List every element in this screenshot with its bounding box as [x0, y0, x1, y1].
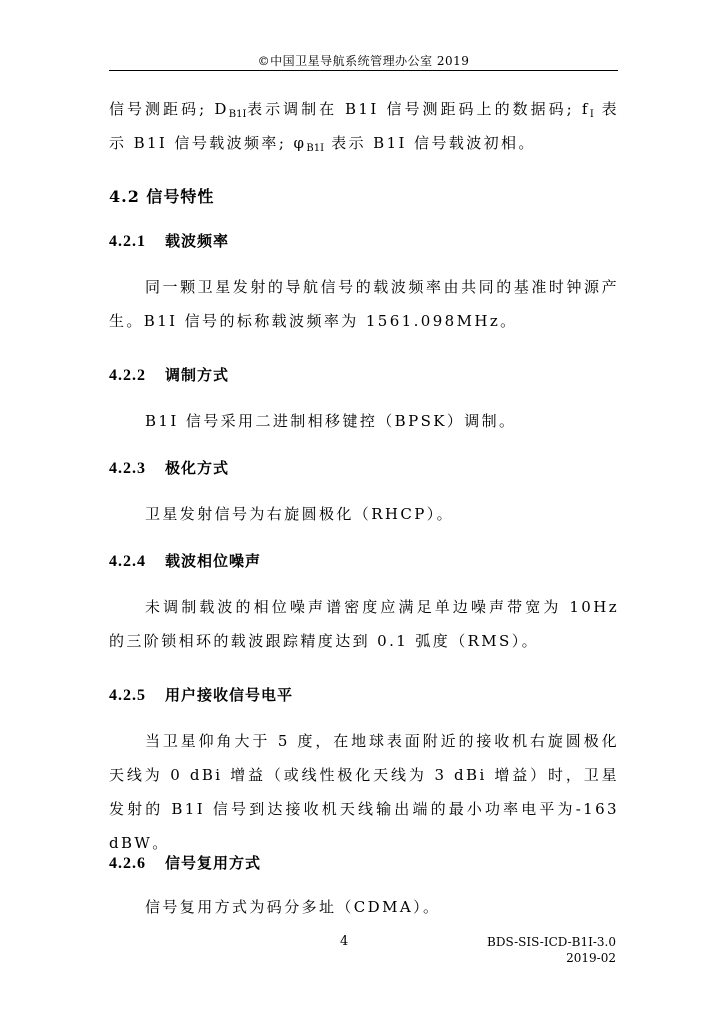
intro-text-4: 表示 B1I 信号载波初相。 [324, 134, 536, 152]
subsection-title: 信号复用方式 [165, 854, 262, 872]
intro-text-2: 表示调制在 B1I 信号测距码上的数据码; f [246, 100, 590, 118]
intro-text-3: 表示 B1I 信号载波频率; φ [109, 100, 619, 152]
subsection-title: 载波相位噪声 [165, 552, 262, 570]
subsection-heading-4-2-2 [109, 364, 229, 385]
subsection-heading-4-2-4 [109, 550, 261, 571]
page-header: ©中国卫星导航系统管理办公室 2019 [257, 54, 470, 68]
subsection-number: 4.2.3 [109, 460, 146, 477]
intro-paragraph [109, 92, 619, 160]
subsection-body: 同一颗卫星发射的导航信号的载波频率由共同的基准时钟源产生。B1I 信号的标称载波频率为 1561.098MHz。 [109, 278, 619, 330]
subsection-title: 用户接收信号电平 [165, 686, 294, 704]
section-title: 4.2 信号特性 [109, 187, 215, 206]
subsection-number: 4.2.5 [109, 687, 146, 704]
subsection-body: 未调制载波的相位噪声谱密度应满足单边噪声带宽为 10Hz 的三阶锁相环的载波跟踪精度达到 0.1 弧度（RMS）。 [109, 598, 619, 650]
subsection-body: 当卫星仰角大于 5 度，在地球表面附近的接收机右旋圆极化天线为 0 dBi 增益（或线性极化天线为 3 dBi 增益）时，卫星发射的 B1I 信号到达接收机天线输出端的最小功率电平为-163 dBW。 [109, 732, 619, 852]
subsection-title: 极化方式 [165, 459, 230, 477]
intro-subscript-3: B1I [306, 143, 325, 154]
subsection-heading-4-2-6 [109, 852, 261, 873]
subsection-body: B1I 信号采用二进制相移键控（BPSK）调制。 [145, 412, 517, 430]
subsection-body: 信号复用方式为码分多址（CDMA）。 [145, 898, 441, 916]
intro-subscript-1: B1I [228, 109, 247, 120]
subsection-body: 卫星发射信号为右旋圆极化（RHCP）。 [145, 505, 455, 523]
subsection-heading-4-2-1 [109, 230, 229, 251]
subsection-number: 4.2.2 [109, 367, 146, 384]
subsection-title: 载波频率 [165, 232, 230, 250]
document-identifier [487, 934, 616, 966]
subsection-heading-4-2-3 [109, 457, 229, 478]
intro-text-1: 信号测距码; D [109, 100, 229, 118]
document-id: BDS-SIS-ICD-B1I-3.0 [487, 935, 616, 949]
subsection-number: 4.2.4 [109, 553, 146, 570]
subsection-number: 4.2.1 [109, 233, 146, 250]
document-date: 2019-02 [566, 951, 616, 965]
subsection-number: 4.2.6 [109, 855, 146, 872]
subsection-heading-4-2-5 [109, 684, 293, 705]
header-rule [109, 70, 618, 71]
intro-subscript-2: I [589, 109, 594, 120]
subsection-title: 调制方式 [165, 366, 230, 384]
page-number: 4 [340, 934, 349, 949]
